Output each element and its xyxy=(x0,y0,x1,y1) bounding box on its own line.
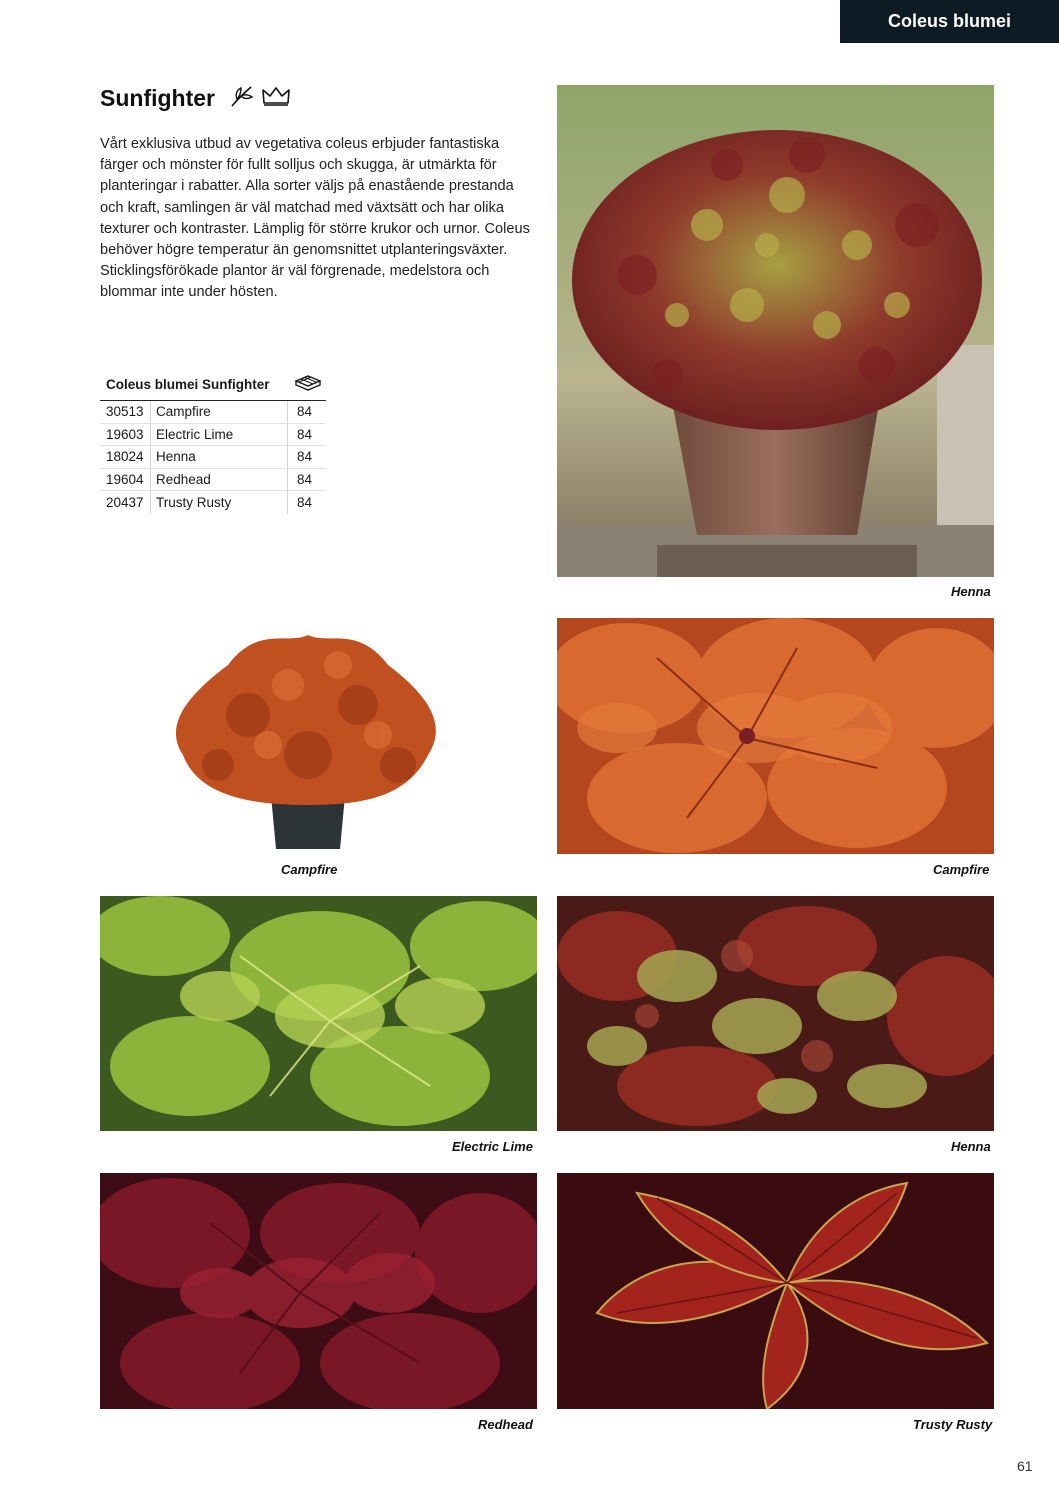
variety-name: Electric Lime xyxy=(151,424,288,446)
variety-quantity: 84 xyxy=(297,404,313,420)
photo-henna-leaves xyxy=(557,896,994,1131)
description: Vårt exklusiva utbud av vegetativa coleus erbjuder fantastiska färger och mönster för fullt solljus och skugga, är utmärkta för planteringar i rabatter. Alla sorter väljs på enastående prestanda och kraft, samlingen är väl matchad med växtsätt och har olika texturer och kontraster. Lämplig för större krukor och urnor. Coleus behöver högre temperatur än genomsnittet utplanteringsväxter. Sticklingsförökade plantor är väl förgrenade, medelstora och blommar inte under hösten. xyxy=(100,136,530,301)
variety-quantity: 84 xyxy=(297,426,313,442)
table-row xyxy=(100,491,326,514)
table-header xyxy=(100,372,326,401)
caption-redhead: Redhead xyxy=(478,1417,533,1432)
caption-campfire-pot: Campfire xyxy=(281,862,338,877)
table-row xyxy=(100,401,326,424)
variety-name: Campfire xyxy=(151,401,288,423)
variety-name: Trusty Rusty xyxy=(151,491,288,514)
variety-code: 19604 xyxy=(100,469,151,491)
table-title: Coleus blumei Sunfighter xyxy=(106,377,270,392)
photo-campfire-leaves xyxy=(557,618,994,854)
section-title: Coleus blumei xyxy=(887,11,1012,31)
caption-campfire-leaves: Campfire xyxy=(933,862,990,877)
variety-quantity: 84 xyxy=(297,472,313,488)
photo-redhead xyxy=(100,1173,537,1409)
caption-henna-pot: Henna xyxy=(951,584,991,599)
photo-campfire-pot xyxy=(158,625,454,857)
photo-henna-pot xyxy=(557,85,994,577)
variety-name: Henna xyxy=(151,446,288,468)
leaf-icon xyxy=(229,84,255,113)
variety-name: Redhead xyxy=(151,469,288,491)
table-body xyxy=(100,401,326,514)
photo-trusty-rusty xyxy=(557,1173,994,1409)
tray-icon xyxy=(294,374,322,395)
page-title: Sunfighter xyxy=(100,85,215,111)
caption-henna-leaves: Henna xyxy=(951,1139,991,1154)
variety-code: 19603 xyxy=(100,424,151,446)
photo-electric-lime xyxy=(100,896,537,1131)
page-number: 61 xyxy=(1017,1458,1033,1474)
variety-code: 30513 xyxy=(100,401,151,423)
table-row xyxy=(100,446,326,469)
caption-electric-lime: Electric Lime xyxy=(452,1139,533,1154)
variety-code: 20437 xyxy=(100,491,151,514)
variety-quantity: 84 xyxy=(297,449,313,465)
variety-quantity: 84 xyxy=(297,495,313,511)
section-header-tab xyxy=(840,0,1059,43)
table-row xyxy=(100,469,326,492)
table-row xyxy=(100,424,326,447)
title-row xyxy=(100,84,291,113)
variety-table xyxy=(100,372,326,514)
caption-trusty-rusty: Trusty Rusty xyxy=(913,1417,993,1432)
crown-icon xyxy=(261,85,291,112)
variety-code: 18024 xyxy=(100,446,151,468)
